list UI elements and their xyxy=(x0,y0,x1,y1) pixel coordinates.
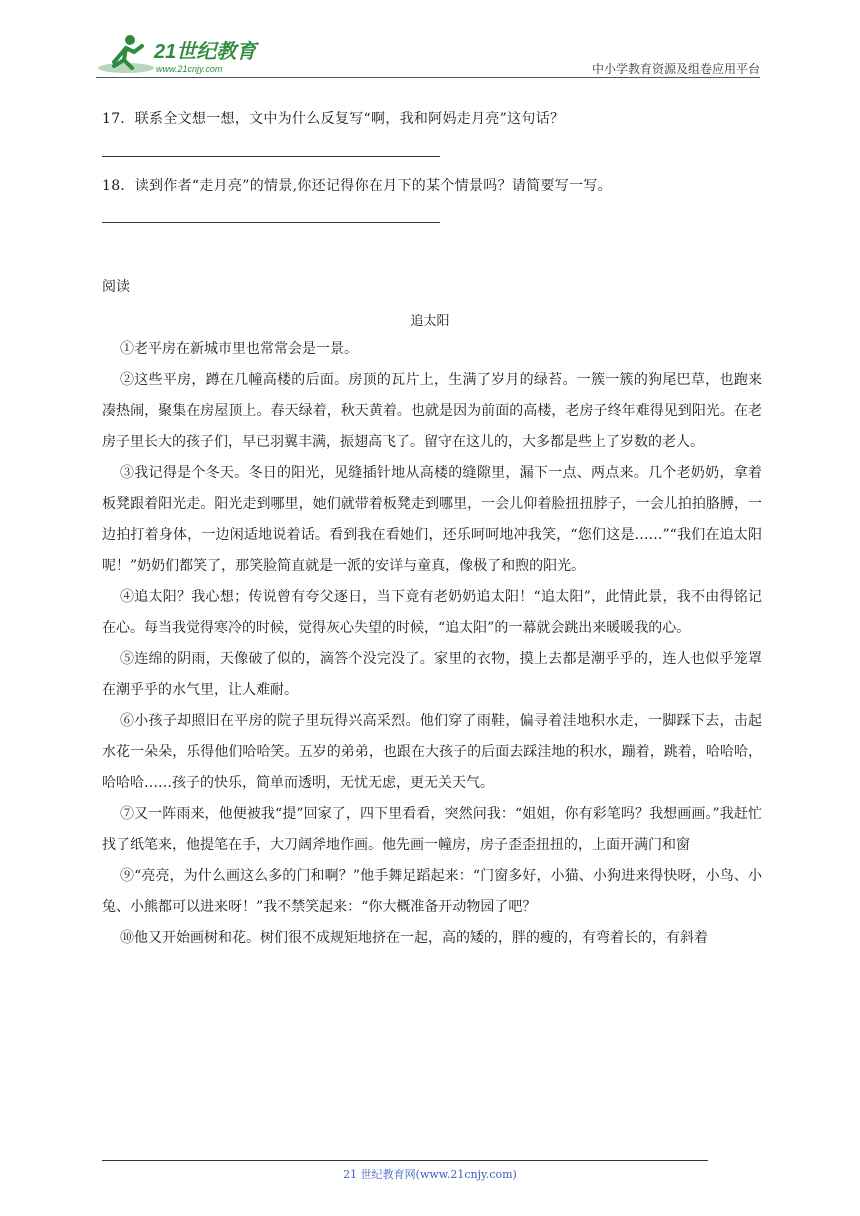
question-18: 18．读到作者“走月亮”的情景,你还记得你在月下的某个情景吗？请简要写一写。 xyxy=(102,178,612,194)
page-header xyxy=(96,28,760,78)
paragraph-1: ①老平房在新城市里也常常会是一景。 xyxy=(120,341,358,357)
svg-text:www.21cnjy.com: www.21cnjy.com xyxy=(156,64,223,74)
paragraph-7: ⑦又一阵雨来，他便被我“提”回家了，四下里看看，突然问我：“姐姐，你有彩笔吗？我想画画。”我赶忙找了纸笔来，他提笔在手，大刀阔斧地作画。他先画一幢房，房子歪歪扭扭的，上面开满门和窗 xyxy=(102,806,762,853)
paragraph-5: ⑤连绵的阴雨，天像破了似的，滴答个没完没了。家里的衣物，摸上去都是潮乎乎的，连人也似乎笼罩在潮乎乎的水气里，让人难耐。 xyxy=(102,651,762,698)
answer-line-18[interactable] xyxy=(102,222,440,223)
paragraph-6: ⑥小孩子却照旧在平房的院子里玩得兴高采烈。他们穿了雨鞋，偏寻着洼地积水走，一脚踩下去，击起水花一朵朵，乐得他们哈哈笑。五岁的弟弟，也跟在大孩子的后面去踩洼地的积水，蹦着，跳着，哈哈哈，哈哈哈……孩子的快乐，简单而透明，无忧无虑，更无关天气。 xyxy=(102,713,762,791)
site-logo xyxy=(96,32,276,76)
paragraph-3: ③我记得是个冬天。冬日的阳光，见缝插针地从高楼的缝隙里，漏下一点、两点来。几个老奶奶，拿着板凳跟着阳光走。阳光走到哪里，她们就带着板凳走到哪里，一会儿仰着脸扭扭脖子，一会儿拍拍胳膊，一边拍打着身体，一边闲适地说着话。看到我在看她们，还乐呵呵地冲我笑，“您们这是……”“我们在追太阳呢！”奶奶们都笑了，那笑脸简直就是一派的安详与童真，像极了和煦的阳光。 xyxy=(102,465,762,574)
passage-body xyxy=(102,334,762,954)
paragraph-2: ②这些平房，蹲在几幢高楼的后面。房顶的瓦片上，生满了岁月的绿苔。一簇一簇的狗尾巴草，也跑来凑热闹，聚集在房屋顶上。春天绿着，秋天黄着。也就是因为前面的高楼，老房子终年难得见到阳光。在老房子里长大的孩子们，早已羽翼丰满，振翅高飞了。留守在这儿的，大多都是些上了岁数的老人。 xyxy=(102,372,762,450)
paragraph-10: ⑩他又开始画树和花。树们很不成规矩地挤在一起，高的矮的，胖的瘦的，有弯着长的，有斜着 xyxy=(120,930,708,946)
platform-name: 中小学教育资源及组卷应用平台 xyxy=(591,62,760,76)
footer-link[interactable]: 21 世纪教育网(www.21cnjy.com) xyxy=(343,1168,517,1181)
header-divider xyxy=(96,77,760,78)
passage-title: 追太阳 xyxy=(410,314,450,329)
question-17: 17．联系全文想一想，文中为什么反复写“啊，我和阿妈走月亮”这句话？ xyxy=(102,111,565,127)
footer-divider xyxy=(102,1160,708,1161)
paragraph-9: ⑨“亮亮，为什么画这么多的门和啊？”他手舞足蹈起来：“门窗多好，小猫、小狗进来得快呀，小鸟、小兔、小熊都可以进来呀！”我不禁笑起来：“你大概准备开动物园了吧？ xyxy=(102,868,762,915)
svg-text:21世纪教育: 21世纪教育 xyxy=(154,41,257,63)
answer-line-17[interactable] xyxy=(102,156,440,157)
paragraph-4: ④追太阳？我心想；传说曾有夸父逐日，当下竟有老奶奶追太阳！“追太阳”，此情此景，我不由得铭记在心。每当我觉得寒冷的时候，觉得灰心失望的时候，“追太阳”的一幕就会跳出来暖暖我的心。 xyxy=(102,589,762,636)
section-label: 阅读 xyxy=(102,279,130,295)
